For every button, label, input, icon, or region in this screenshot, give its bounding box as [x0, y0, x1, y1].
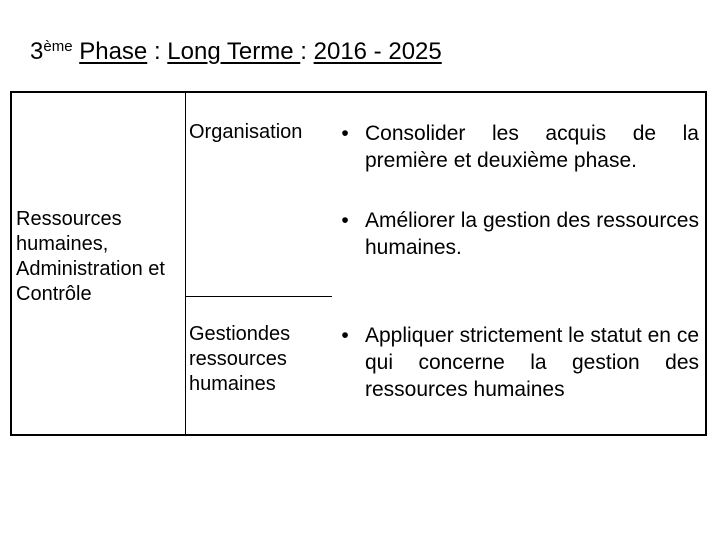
bullet-icon: • — [341, 209, 349, 232]
slide-title — [30, 38, 442, 66]
list-item-text: Consolider les acquis de la première et deuxième phase. — [365, 122, 699, 172]
phase-superscript: ème — [43, 38, 73, 55]
title-separator-1: : — [147, 38, 168, 65]
category-cell: Ressources humaines, Administration et Contrôle — [16, 208, 165, 305]
period: 2016 - 2025 — [313, 38, 442, 65]
list-item — [337, 207, 699, 261]
column-divider — [185, 91, 186, 436]
title-separator-2: : — [300, 38, 314, 65]
list-item — [337, 322, 699, 403]
row-divider — [186, 296, 332, 297]
term-label: Long Terme — [167, 38, 301, 65]
phase-number: 3 — [30, 38, 44, 65]
row-label-organisation: Organisation — [189, 121, 303, 143]
bullet-icon: • — [341, 324, 349, 347]
list-item-text: Appliquer strictement le statut en ce qui concerne la gestion des ressources humaines — [365, 324, 699, 401]
row-label-gestion: Gestiondes ressources humaines — [189, 323, 291, 395]
bullet-icon: • — [341, 122, 349, 145]
list-item — [337, 120, 699, 174]
phase-word: Phase — [79, 38, 148, 65]
list-item-text: Améliorer la gestion des ressources humaines. — [365, 209, 699, 259]
